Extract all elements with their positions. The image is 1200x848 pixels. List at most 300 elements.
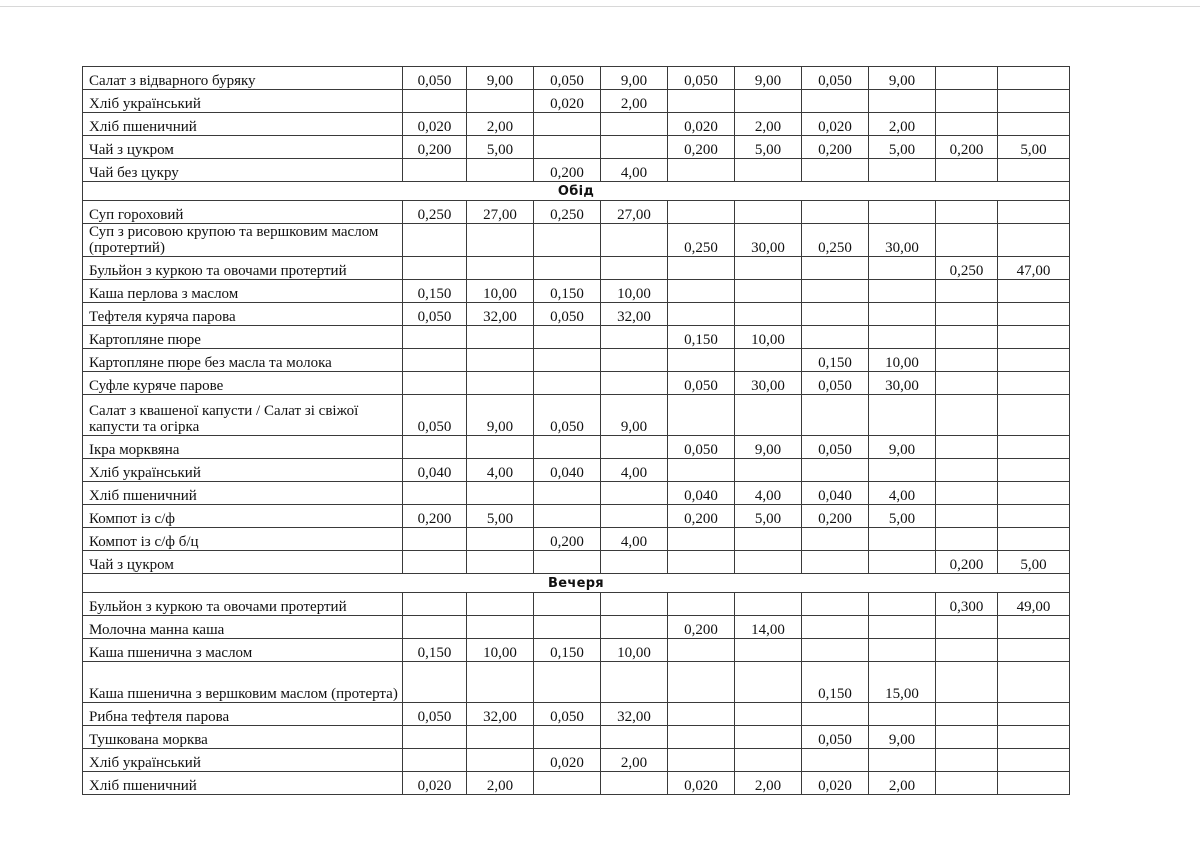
portion-weight-cell (802, 326, 869, 349)
section-title: Вечеря (83, 574, 1070, 593)
price-cell (735, 349, 802, 372)
portion-weight-cell (668, 459, 735, 482)
price-cell (735, 551, 802, 574)
price-cell (467, 726, 534, 749)
menu-table (82, 66, 1070, 795)
dish-name: Суфле куряче парове (83, 372, 403, 395)
portion-weight-cell (936, 159, 998, 182)
dish-name: Рибна тефтеля парова (83, 703, 403, 726)
portion-weight-cell: 0,250 (668, 224, 735, 257)
price-cell: 9,00 (869, 67, 936, 90)
portion-weight-cell (534, 593, 601, 616)
dish-name: Хліб пшеничний (83, 772, 403, 795)
portion-weight-cell (403, 749, 467, 772)
portion-weight-cell: 0,200 (668, 505, 735, 528)
portion-weight-cell: 0,250 (403, 201, 467, 224)
portion-weight-cell: 0,150 (668, 326, 735, 349)
portion-weight-cell (403, 482, 467, 505)
portion-weight-cell (668, 703, 735, 726)
price-cell (601, 326, 668, 349)
portion-weight-cell (936, 224, 998, 257)
price-cell (467, 551, 534, 574)
price-cell (998, 505, 1070, 528)
portion-weight-cell (936, 616, 998, 639)
portion-weight-cell (403, 551, 467, 574)
price-cell: 2,00 (467, 772, 534, 795)
table-row (83, 136, 1070, 159)
portion-weight-cell (668, 639, 735, 662)
price-cell (869, 593, 936, 616)
portion-weight-cell: 0,150 (534, 639, 601, 662)
table-row (83, 280, 1070, 303)
price-cell: 10,00 (735, 326, 802, 349)
price-cell: 5,00 (735, 136, 802, 159)
dish-name: Чай без цукру (83, 159, 403, 182)
price-cell (998, 303, 1070, 326)
portion-weight-cell: 0,150 (403, 639, 467, 662)
portion-weight-cell: 0,200 (534, 528, 601, 551)
portion-weight-cell: 0,200 (802, 136, 869, 159)
portion-weight-cell: 0,200 (668, 616, 735, 639)
price-cell: 5,00 (869, 505, 936, 528)
table-row (83, 551, 1070, 574)
portion-weight-cell: 0,200 (403, 136, 467, 159)
dish-name: Каша пшенична з маслом (83, 639, 403, 662)
price-cell (998, 395, 1070, 436)
portion-weight-cell (802, 459, 869, 482)
price-cell (869, 639, 936, 662)
portion-weight-cell (936, 349, 998, 372)
portion-weight-cell (668, 159, 735, 182)
price-cell (467, 482, 534, 505)
price-cell (869, 303, 936, 326)
price-cell (467, 159, 534, 182)
price-cell (735, 749, 802, 772)
price-cell (869, 201, 936, 224)
price-cell (998, 67, 1070, 90)
price-cell (998, 703, 1070, 726)
price-cell: 9,00 (467, 395, 534, 436)
portion-weight-cell (403, 90, 467, 113)
portion-weight-cell: 0,150 (802, 662, 869, 703)
price-cell (998, 459, 1070, 482)
table-row (83, 395, 1070, 436)
table-row (83, 303, 1070, 326)
dish-name: Компот із с/ф (83, 505, 403, 528)
portion-weight-cell: 0,200 (936, 551, 998, 574)
price-cell: 10,00 (869, 349, 936, 372)
price-cell (998, 159, 1070, 182)
table-row (83, 201, 1070, 224)
price-cell (601, 257, 668, 280)
price-cell: 2,00 (735, 113, 802, 136)
portion-weight-cell (534, 224, 601, 257)
portion-weight-cell: 0,050 (403, 703, 467, 726)
portion-weight-cell: 0,020 (534, 749, 601, 772)
section-title: Обід (83, 182, 1070, 201)
portion-weight-cell (668, 349, 735, 372)
price-cell (467, 372, 534, 395)
price-cell (601, 505, 668, 528)
portion-weight-cell: 0,050 (802, 372, 869, 395)
price-cell: 5,00 (869, 136, 936, 159)
price-cell (998, 280, 1070, 303)
price-cell: 32,00 (601, 703, 668, 726)
portion-weight-cell (936, 459, 998, 482)
price-cell: 2,00 (467, 113, 534, 136)
price-cell (601, 136, 668, 159)
table-row (83, 616, 1070, 639)
portion-weight-cell: 0,040 (668, 482, 735, 505)
price-cell: 9,00 (601, 67, 668, 90)
portion-weight-cell (403, 326, 467, 349)
price-cell: 49,00 (998, 593, 1070, 616)
portion-weight-cell (936, 372, 998, 395)
portion-weight-cell: 0,050 (534, 67, 601, 90)
portion-weight-cell (936, 201, 998, 224)
price-cell (735, 90, 802, 113)
portion-weight-cell (534, 257, 601, 280)
dish-name: Ікра морквяна (83, 436, 403, 459)
dish-name: Бульйон з куркою та овочами протертий (83, 257, 403, 280)
price-cell: 2,00 (869, 113, 936, 136)
portion-weight-cell: 0,150 (802, 349, 869, 372)
price-cell: 30,00 (869, 372, 936, 395)
price-cell: 4,00 (735, 482, 802, 505)
portion-weight-cell (534, 551, 601, 574)
price-cell (735, 395, 802, 436)
dish-name: Тефтеля куряча парова (83, 303, 403, 326)
portion-weight-cell (668, 280, 735, 303)
price-cell: 32,00 (467, 703, 534, 726)
portion-weight-cell (403, 257, 467, 280)
price-cell (998, 113, 1070, 136)
price-cell (998, 662, 1070, 703)
dish-name: Хліб український (83, 459, 403, 482)
portion-weight-cell: 0,250 (534, 201, 601, 224)
portion-weight-cell: 0,200 (802, 505, 869, 528)
price-cell (869, 703, 936, 726)
table-row (83, 528, 1070, 551)
price-cell (998, 749, 1070, 772)
price-cell (467, 749, 534, 772)
portion-weight-cell (802, 280, 869, 303)
table-row (83, 749, 1070, 772)
portion-weight-cell (802, 749, 869, 772)
price-cell (735, 726, 802, 749)
price-cell (998, 90, 1070, 113)
price-cell (601, 593, 668, 616)
table-row (83, 703, 1070, 726)
price-cell (467, 662, 534, 703)
portion-weight-cell (936, 67, 998, 90)
portion-weight-cell (936, 280, 998, 303)
portion-weight-cell (668, 90, 735, 113)
portion-weight-cell (936, 90, 998, 113)
price-cell (869, 159, 936, 182)
portion-weight-cell: 0,150 (534, 280, 601, 303)
price-cell (998, 616, 1070, 639)
portion-weight-cell: 0,050 (534, 703, 601, 726)
price-cell: 15,00 (869, 662, 936, 703)
portion-weight-cell (668, 726, 735, 749)
table-row (83, 257, 1070, 280)
page-top-edge (0, 0, 1200, 7)
portion-weight-cell (802, 395, 869, 436)
portion-weight-cell (403, 662, 467, 703)
price-cell: 9,00 (735, 67, 802, 90)
price-cell (998, 639, 1070, 662)
portion-weight-cell (802, 257, 869, 280)
portion-weight-cell: 0,050 (668, 372, 735, 395)
portion-weight-cell: 0,050 (668, 436, 735, 459)
portion-weight-cell (668, 257, 735, 280)
portion-weight-cell: 0,050 (534, 395, 601, 436)
dish-name: Бульйон з куркою та овочами протертий (83, 593, 403, 616)
portion-weight-cell: 0,020 (534, 90, 601, 113)
price-cell: 4,00 (601, 528, 668, 551)
table-row (83, 726, 1070, 749)
price-cell: 10,00 (601, 639, 668, 662)
portion-weight-cell (403, 528, 467, 551)
price-cell (735, 662, 802, 703)
price-cell (869, 395, 936, 436)
table-row (83, 593, 1070, 616)
price-cell: 14,00 (735, 616, 802, 639)
price-cell: 5,00 (998, 136, 1070, 159)
portion-weight-cell (403, 349, 467, 372)
price-cell: 9,00 (869, 726, 936, 749)
price-cell (998, 528, 1070, 551)
portion-weight-cell: 0,200 (403, 505, 467, 528)
dish-name: Салат з відварного буряку (83, 67, 403, 90)
portion-weight-cell (403, 372, 467, 395)
portion-weight-cell (936, 113, 998, 136)
price-cell (998, 726, 1070, 749)
portion-weight-cell (802, 616, 869, 639)
portion-weight-cell (534, 113, 601, 136)
portion-weight-cell: 0,050 (802, 67, 869, 90)
portion-weight-cell (936, 639, 998, 662)
portion-weight-cell (403, 159, 467, 182)
portion-weight-cell (534, 349, 601, 372)
dish-name: Суп гороховий (83, 201, 403, 224)
price-cell: 32,00 (467, 303, 534, 326)
price-cell (601, 772, 668, 795)
dish-name: Хліб український (83, 749, 403, 772)
table-row (83, 67, 1070, 90)
price-cell (869, 528, 936, 551)
table-row (83, 459, 1070, 482)
portion-weight-cell (936, 772, 998, 795)
portion-weight-cell: 0,200 (668, 136, 735, 159)
price-cell (601, 436, 668, 459)
price-cell (601, 662, 668, 703)
price-cell (735, 639, 802, 662)
price-cell (998, 482, 1070, 505)
price-cell (601, 551, 668, 574)
portion-weight-cell (802, 528, 869, 551)
portion-weight-cell (936, 726, 998, 749)
portion-weight-cell (534, 326, 601, 349)
price-cell: 2,00 (869, 772, 936, 795)
section-header-row (83, 182, 1070, 201)
portion-weight-cell (668, 201, 735, 224)
portion-weight-cell: 0,050 (802, 436, 869, 459)
price-cell (467, 593, 534, 616)
price-cell: 9,00 (869, 436, 936, 459)
price-cell (869, 326, 936, 349)
price-cell (998, 372, 1070, 395)
portion-weight-cell (936, 395, 998, 436)
portion-weight-cell (668, 551, 735, 574)
price-cell (601, 372, 668, 395)
portion-weight-cell: 0,020 (403, 113, 467, 136)
price-cell (869, 459, 936, 482)
price-cell (869, 616, 936, 639)
table-row (83, 372, 1070, 395)
portion-weight-cell (534, 772, 601, 795)
price-cell (601, 224, 668, 257)
price-cell (735, 303, 802, 326)
portion-weight-cell: 0,040 (534, 459, 601, 482)
price-cell: 10,00 (601, 280, 668, 303)
table-row (83, 639, 1070, 662)
portion-weight-cell: 0,020 (403, 772, 467, 795)
portion-weight-cell (936, 703, 998, 726)
table-row (83, 482, 1070, 505)
dish-name: Хліб пшеничний (83, 113, 403, 136)
price-cell (735, 201, 802, 224)
portion-weight-cell (936, 505, 998, 528)
portion-weight-cell: 0,300 (936, 593, 998, 616)
portion-weight-cell (534, 372, 601, 395)
portion-weight-cell: 0,200 (534, 159, 601, 182)
dish-name: Хліб український (83, 90, 403, 113)
portion-weight-cell (936, 436, 998, 459)
portion-weight-cell (534, 726, 601, 749)
portion-weight-cell (668, 593, 735, 616)
price-cell (735, 459, 802, 482)
dish-name: Каша перлова з маслом (83, 280, 403, 303)
portion-weight-cell (936, 662, 998, 703)
portion-weight-cell: 0,050 (802, 726, 869, 749)
dish-name: Тушкована морква (83, 726, 403, 749)
table-row (83, 326, 1070, 349)
portion-weight-cell (802, 90, 869, 113)
price-cell: 4,00 (601, 459, 668, 482)
portion-weight-cell (802, 201, 869, 224)
portion-weight-cell: 0,020 (802, 772, 869, 795)
price-cell: 5,00 (998, 551, 1070, 574)
price-cell: 2,00 (601, 749, 668, 772)
table-row (83, 772, 1070, 795)
price-cell (467, 257, 534, 280)
table-row (83, 159, 1070, 182)
price-cell: 9,00 (601, 395, 668, 436)
price-cell (998, 772, 1070, 795)
price-cell (998, 326, 1070, 349)
dish-name: Молочна манна каша (83, 616, 403, 639)
price-cell: 30,00 (735, 224, 802, 257)
price-cell: 9,00 (735, 436, 802, 459)
portion-weight-cell: 0,040 (802, 482, 869, 505)
portion-weight-cell (936, 326, 998, 349)
price-cell (998, 224, 1070, 257)
portion-weight-cell: 0,050 (534, 303, 601, 326)
table-row (83, 505, 1070, 528)
price-cell (467, 616, 534, 639)
dish-name: Хліб пшеничний (83, 482, 403, 505)
portion-weight-cell (936, 528, 998, 551)
price-cell: 10,00 (467, 280, 534, 303)
price-cell (467, 528, 534, 551)
portion-weight-cell (668, 395, 735, 436)
portion-weight-cell (802, 593, 869, 616)
price-cell (998, 201, 1070, 224)
portion-weight-cell (802, 551, 869, 574)
price-cell (998, 349, 1070, 372)
price-cell: 30,00 (869, 224, 936, 257)
portion-weight-cell (936, 749, 998, 772)
price-cell: 5,00 (467, 505, 534, 528)
dish-name: Компот із с/ф б/ц (83, 528, 403, 551)
price-cell (869, 749, 936, 772)
portion-weight-cell (403, 616, 467, 639)
portion-weight-cell: 0,050 (403, 395, 467, 436)
section-header-row (83, 574, 1070, 593)
price-cell: 5,00 (735, 505, 802, 528)
portion-weight-cell (668, 749, 735, 772)
portion-weight-cell (668, 662, 735, 703)
price-cell (467, 224, 534, 257)
price-cell: 47,00 (998, 257, 1070, 280)
table-row (83, 224, 1070, 257)
price-cell (601, 349, 668, 372)
portion-weight-cell: 0,200 (936, 136, 998, 159)
menu-table-body (83, 67, 1070, 795)
price-cell (735, 159, 802, 182)
price-cell (869, 280, 936, 303)
dish-name: Картопляне пюре без масла та молока (83, 349, 403, 372)
portion-weight-cell (534, 662, 601, 703)
dish-name: Картопляне пюре (83, 326, 403, 349)
price-cell: 4,00 (869, 482, 936, 505)
portion-weight-cell (802, 159, 869, 182)
portion-weight-cell (534, 616, 601, 639)
portion-weight-cell: 0,020 (802, 113, 869, 136)
price-cell: 27,00 (601, 201, 668, 224)
price-cell: 27,00 (467, 201, 534, 224)
portion-weight-cell: 0,050 (403, 303, 467, 326)
price-cell (735, 257, 802, 280)
table-row (83, 90, 1070, 113)
portion-weight-cell (534, 505, 601, 528)
price-cell (869, 551, 936, 574)
portion-weight-cell: 0,040 (403, 459, 467, 482)
table-row (83, 436, 1070, 459)
portion-weight-cell (403, 726, 467, 749)
portion-weight-cell: 0,020 (668, 113, 735, 136)
price-cell (735, 528, 802, 551)
table-row (83, 113, 1070, 136)
portion-weight-cell: 0,050 (668, 67, 735, 90)
dish-name: Чай з цукром (83, 551, 403, 574)
portion-weight-cell: 0,250 (936, 257, 998, 280)
portion-weight-cell (936, 482, 998, 505)
portion-weight-cell (403, 436, 467, 459)
dish-name: Салат з квашеної капусти / Салат зі свіжої капусти та огірка (83, 395, 403, 436)
